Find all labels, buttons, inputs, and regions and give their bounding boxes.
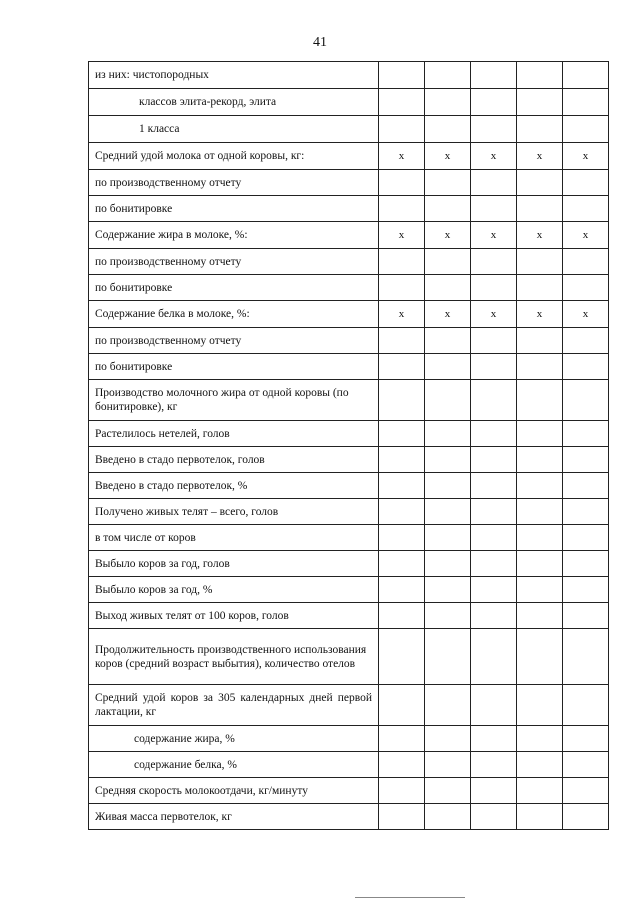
not-applicable-mark: x [517, 143, 563, 170]
row-label: Производство молочного жира от одной коровы (по бонитировке), кг [89, 380, 379, 421]
table-row [89, 685, 609, 726]
value-cell [471, 603, 517, 629]
value-cell [379, 778, 425, 804]
value-cell [471, 249, 517, 275]
table-row [89, 249, 609, 275]
row-label: по производственному отчету [89, 170, 379, 196]
value-cell [517, 551, 563, 577]
value-cell [563, 62, 609, 89]
value-cell [471, 499, 517, 525]
row-label: Введено в стадо первотелок, голов [89, 447, 379, 473]
value-cell [425, 380, 471, 421]
value-cell [425, 354, 471, 380]
value-cell [379, 499, 425, 525]
value-cell [563, 525, 609, 551]
value-cell [517, 603, 563, 629]
not-applicable-mark: x [517, 301, 563, 328]
value-cell [517, 421, 563, 447]
table-row [89, 170, 609, 196]
table-row [89, 577, 609, 603]
value-cell [517, 726, 563, 752]
value-cell [471, 89, 517, 116]
value-cell [517, 525, 563, 551]
value-cell [563, 447, 609, 473]
value-cell [563, 89, 609, 116]
value-cell [563, 685, 609, 726]
table-row [89, 473, 609, 499]
table-row [89, 62, 609, 89]
value-cell [379, 116, 425, 143]
value-cell [425, 62, 471, 89]
row-label: Выбыло коров за год, % [89, 577, 379, 603]
row-label: по бонитировке [89, 275, 379, 301]
row-label: Средний удой коров за 305 календарных дней первой лактации, кг [89, 685, 379, 726]
not-applicable-mark: x [471, 222, 517, 249]
value-cell [563, 499, 609, 525]
table-row [89, 275, 609, 301]
value-cell [425, 577, 471, 603]
value-cell [517, 249, 563, 275]
value-cell [425, 275, 471, 301]
value-cell [471, 62, 517, 89]
row-label: Содержание жира в молоке, %: [89, 222, 379, 249]
value-cell [379, 629, 425, 685]
row-label: Растелилось нетелей, голов [89, 421, 379, 447]
value-cell [517, 170, 563, 196]
table-row [89, 551, 609, 577]
not-applicable-mark: x [563, 143, 609, 170]
row-label: из них: чистопородных [89, 62, 379, 89]
value-cell [471, 577, 517, 603]
value-cell [563, 778, 609, 804]
value-cell [563, 421, 609, 447]
page-number: 41 [313, 35, 327, 50]
row-label: Живая масса первотелок, кг [89, 804, 379, 830]
value-cell [425, 685, 471, 726]
value-cell [379, 577, 425, 603]
row-label: 1 класса [89, 116, 379, 143]
value-cell [425, 249, 471, 275]
not-applicable-mark: x [379, 143, 425, 170]
table-row [89, 421, 609, 447]
value-cell [563, 629, 609, 685]
value-cell [517, 62, 563, 89]
value-cell [379, 380, 425, 421]
value-cell [471, 328, 517, 354]
not-applicable-mark: x [517, 222, 563, 249]
row-label: Получено живых телят – всего, голов [89, 499, 379, 525]
value-cell [517, 89, 563, 116]
value-cell [425, 804, 471, 830]
value-cell [425, 328, 471, 354]
row-label: классов элита-рекорд, элита [89, 89, 379, 116]
not-applicable-mark: x [563, 222, 609, 249]
table-row [89, 603, 609, 629]
value-cell [379, 421, 425, 447]
value-cell [471, 752, 517, 778]
not-applicable-mark: x [471, 301, 517, 328]
value-cell [425, 89, 471, 116]
table-row [89, 222, 609, 249]
value-cell [517, 275, 563, 301]
table-row [89, 804, 609, 830]
value-cell [517, 685, 563, 726]
not-applicable-mark: x [379, 222, 425, 249]
value-cell [379, 551, 425, 577]
table-row [89, 752, 609, 778]
value-cell [563, 249, 609, 275]
value-cell [471, 275, 517, 301]
value-cell [563, 116, 609, 143]
value-cell [379, 354, 425, 380]
table-row [89, 629, 609, 685]
table-row [89, 525, 609, 551]
not-applicable-mark: x [425, 143, 471, 170]
row-label: по бонитировке [89, 354, 379, 380]
value-cell [471, 116, 517, 143]
row-label: Продолжительность производственного использования коров (средний возраст выбытия), количество отелов [89, 629, 379, 685]
value-cell [563, 380, 609, 421]
value-cell [379, 685, 425, 726]
table-row [89, 89, 609, 116]
table-row [89, 196, 609, 222]
value-cell [425, 629, 471, 685]
value-cell [563, 473, 609, 499]
table-row [89, 380, 609, 421]
value-cell [563, 354, 609, 380]
value-cell [563, 804, 609, 830]
value-cell [379, 275, 425, 301]
value-cell [425, 473, 471, 499]
value-cell [517, 778, 563, 804]
not-applicable-mark: x [379, 301, 425, 328]
value-cell [379, 447, 425, 473]
not-applicable-mark: x [471, 143, 517, 170]
value-cell [517, 354, 563, 380]
value-cell [517, 447, 563, 473]
value-cell [563, 577, 609, 603]
value-cell [471, 447, 517, 473]
value-cell [425, 525, 471, 551]
row-label: Введено в стадо первотелок, % [89, 473, 379, 499]
value-cell [379, 726, 425, 752]
value-cell [379, 804, 425, 830]
row-label: Выбыло коров за год, голов [89, 551, 379, 577]
not-applicable-mark: x [425, 222, 471, 249]
value-cell [471, 196, 517, 222]
value-cell [517, 629, 563, 685]
value-cell [379, 525, 425, 551]
value-cell [517, 577, 563, 603]
value-cell [563, 752, 609, 778]
value-cell [563, 328, 609, 354]
row-label: Выход живых телят от 100 коров, голов [89, 603, 379, 629]
value-cell [379, 473, 425, 499]
row-label: в том числе от коров [89, 525, 379, 551]
table-row [89, 354, 609, 380]
table-row [89, 116, 609, 143]
value-cell [425, 551, 471, 577]
value-cell [379, 196, 425, 222]
value-cell [471, 380, 517, 421]
value-cell [425, 499, 471, 525]
row-label: Средний удой молока от одной коровы, кг: [89, 143, 379, 170]
value-cell [471, 354, 517, 380]
value-cell [563, 196, 609, 222]
value-cell [425, 752, 471, 778]
value-cell [517, 380, 563, 421]
value-cell [471, 629, 517, 685]
livestock-indicators-table [88, 61, 609, 830]
value-cell [425, 726, 471, 752]
value-cell [379, 752, 425, 778]
table-row [89, 778, 609, 804]
footer-rule [355, 897, 465, 898]
value-cell [425, 603, 471, 629]
value-cell [471, 170, 517, 196]
value-cell [471, 551, 517, 577]
value-cell [563, 170, 609, 196]
value-cell [517, 116, 563, 143]
table-row [89, 726, 609, 752]
value-cell [517, 328, 563, 354]
value-cell [517, 804, 563, 830]
value-cell [471, 726, 517, 752]
row-label: содержание белка, % [89, 752, 379, 778]
value-cell [379, 603, 425, 629]
value-cell [517, 752, 563, 778]
value-cell [563, 275, 609, 301]
value-cell [425, 421, 471, 447]
row-label: по производственному отчету [89, 249, 379, 275]
row-label: Содержание белка в молоке, %: [89, 301, 379, 328]
row-label: по бонитировке [89, 196, 379, 222]
value-cell [425, 170, 471, 196]
value-cell [471, 778, 517, 804]
value-cell [425, 447, 471, 473]
value-cell [425, 196, 471, 222]
value-cell [471, 685, 517, 726]
value-cell [563, 603, 609, 629]
value-cell [517, 473, 563, 499]
not-applicable-mark: x [563, 301, 609, 328]
table-row [89, 143, 609, 170]
row-label: содержание жира, % [89, 726, 379, 752]
value-cell [379, 170, 425, 196]
row-label: по производственному отчету [89, 328, 379, 354]
table-row [89, 447, 609, 473]
value-cell [517, 499, 563, 525]
row-label: Средняя скорость молокоотдачи, кг/минуту [89, 778, 379, 804]
value-cell [471, 525, 517, 551]
value-cell [425, 116, 471, 143]
value-cell [563, 726, 609, 752]
value-cell [471, 473, 517, 499]
not-applicable-mark: x [425, 301, 471, 328]
value-cell [425, 778, 471, 804]
value-cell [471, 421, 517, 447]
table-row [89, 499, 609, 525]
table-row [89, 328, 609, 354]
value-cell [517, 196, 563, 222]
value-cell [563, 551, 609, 577]
value-cell [471, 804, 517, 830]
table-row [89, 301, 609, 328]
value-cell [379, 249, 425, 275]
value-cell [379, 328, 425, 354]
value-cell [379, 89, 425, 116]
value-cell [379, 62, 425, 89]
